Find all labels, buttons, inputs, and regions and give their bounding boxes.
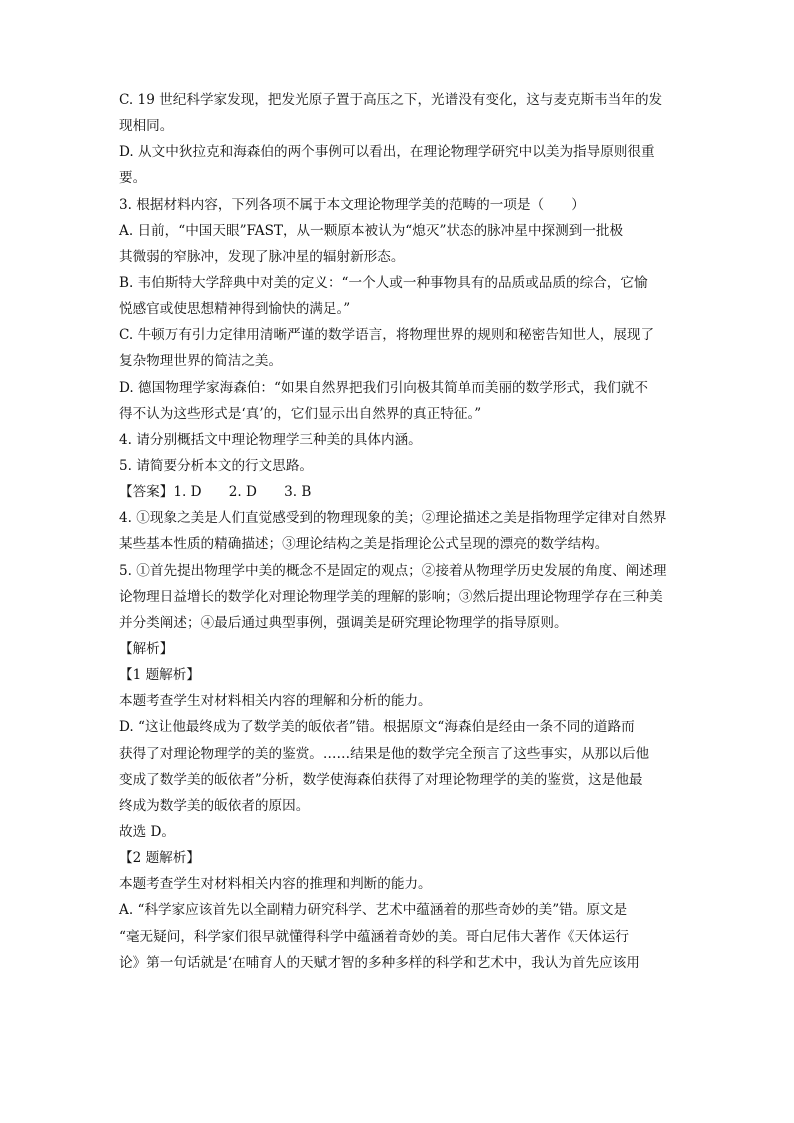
question-4: 4. 请分别概括文中理论物理学三种美的具体内涵。 [119, 432, 422, 448]
q1-analysis-heading: 【1 题解析】 [119, 667, 200, 683]
q2-analysis-heading: 【2 题解析】 [119, 850, 200, 866]
text-line: 某些基本性质的精确描述；③理论结构之美是指理论公式呈现的漂亮的数学结构。 [119, 536, 609, 552]
analysis-heading: 【解析】 [119, 641, 174, 657]
text-line: C. 牛顿万有引力定律用清晰严谨的数学语言，将物理世界的规则和秘密告知世人，展现了 [119, 327, 655, 343]
text-line: 得不认为这些形式是‘真’的，它们显示出自然界的真正特征。” [119, 406, 482, 422]
text-line: 故选 D。 [119, 824, 176, 840]
text-line: 论》第一句话就是‘在哺育人的天赋才智的多种多样的科学和艺术中，我认为首先应该用 [119, 955, 640, 971]
text-line: 本题考查学生对材料相关内容的推理和判断的能力。 [119, 876, 432, 892]
text-line: 悦感官或使思想精神得到愉快的满足。” [119, 301, 351, 317]
text-line: C. 19 世纪科学家发现，把发光原子置于高压之下，光谱没有变化，这与麦克斯韦当年的发 [119, 92, 663, 108]
text-line: 5. ①首先提出物理学中美的概念不是固定的观点；②接着从物理学历史发展的角度、阐述理 [119, 563, 667, 579]
text-line: 论物理日益增长的数学化对理论物理学美的理解的影响；③然后提出理论物理学存在三种美 [119, 589, 663, 605]
text-line: “毫无疑问，科学家们很早就懂得科学中蕴涵着奇妙的美。哥白尼伟大著作《天体运行 [119, 929, 629, 945]
text-line: D. “这让他最终成为了数学美的皈依者”错。根据原文“海森伯是经由一条不同的道路而 [119, 719, 635, 735]
text-line: 获得了对理论物理学的美的鉴赏。……结果是他的数学完全预言了这些事实，从那以后他 [119, 746, 650, 762]
text-line: 其微弱的窄脉冲，发现了脉冲星的辐射新形态。 [119, 249, 405, 265]
text-line: 复杂物理世界的简洁之美。 [119, 353, 283, 369]
text-line: 并分类阐述；④最后通过典型事例，强调美是研究理论物理学的指导原则。 [119, 615, 568, 631]
text-line: 4. ①现象之美是人们直觉感受到的物理现象的美；②理论描述之美是指物理学定律对自然界 [119, 510, 667, 526]
text-line: 终成为数学美的皈依者的原因。 [119, 798, 310, 814]
text-line: 现相同。 [119, 118, 174, 134]
text-line: 本题考查学生对材料相关内容的理解和分析的能力。 [119, 693, 432, 709]
text-line: A. 日前，“中国天眼”FAST，从一颗原本被认为“熄灭”状态的脉冲星中探测到一批极 [119, 223, 624, 239]
answer-heading: 【答案】1. D 2. D 3. B [119, 484, 312, 500]
text-line: 要。 [119, 170, 147, 186]
text-line: A. “科学家应该首先以全副精力研究科学、艺术中蕴涵着的那些奇妙的美”错。原文是 [119, 902, 628, 918]
text-line: 变成了数学美的皈依者”分析，数学使海森伯获得了对理论物理学的美的鉴赏，这是他最 [119, 772, 643, 788]
text-line: D. 从文中狄拉克和海森伯的两个事例可以看出，在理论物理学研究中以美为指导原则很重 [119, 144, 655, 160]
text-line: B. 韦伯斯特大学辞典中对美的定义：“一个人或一种事物具有的品质或品质的综合，它愉 [119, 275, 648, 291]
text-line: D. 德国物理学家海森伯：“如果自然界把我们引向极其简单而美丽的数学形式，我们就不 [119, 380, 648, 396]
question-5: 5. 请简要分析本文的行文思路。 [119, 458, 314, 474]
question-3: 3. 根据材料内容，下列各项不属于本文理论物理学美的范畴的一项是（ ） [119, 197, 585, 213]
